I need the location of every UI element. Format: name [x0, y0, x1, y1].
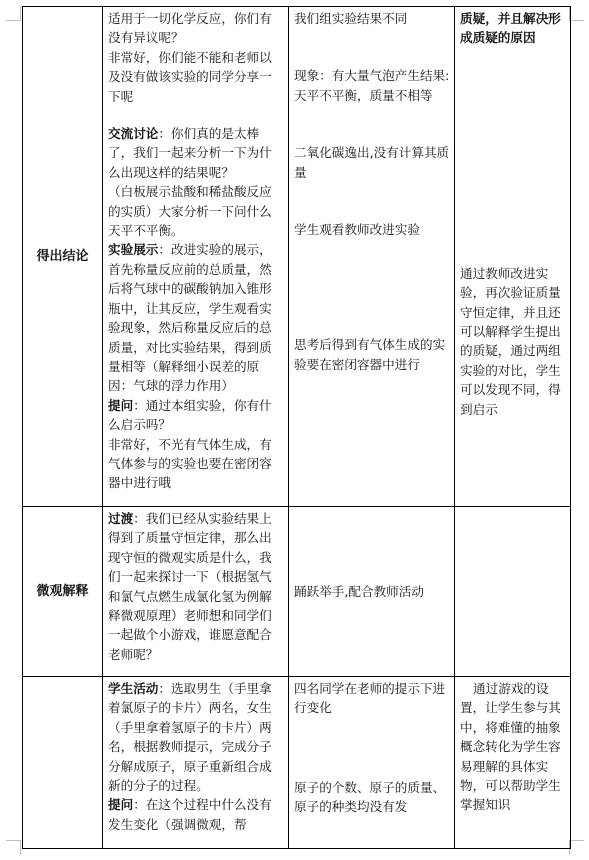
teacher-text: ：选取男生（手里拿着氯原子的卡片）两名，女生（手里拿着氢原子的卡片）两名，根据教师提示，完成分子分解成原子，原子重新组合成新的分子的过程。	[108, 681, 272, 794]
student-text: 现象：有大量气泡产生结果:天平不平衡，质量不相等	[294, 68, 450, 103]
ask-label: 提问	[108, 797, 134, 813]
table-row	[23, 7, 571, 507]
teacher-paragraph	[108, 679, 284, 795]
stage-cell	[23, 677, 103, 849]
stage-label: 得出结论	[36, 249, 89, 265]
teacher-text: 非常好，你们能不能和老师以及没有做该实验的同学分享一下呢	[108, 49, 272, 104]
page-corner-mark	[569, 6, 584, 21]
discussion-label: 交流讨论	[108, 126, 159, 142]
student-text: 学生观看教师改进实验	[294, 222, 420, 238]
teacher-text: ：改进实验的展示，首先称量反应前的总质量，然后将气球中的碳酸钠加入锥形瓶中，让其反应，学生观看实验现象，然后称量反应后的总质量，对比实验结果，得到质量相等（解释细小误差的原因：气球的浮力作用）	[108, 242, 272, 394]
teacher-paragraph	[108, 509, 284, 664]
teacher-text: ：我们已经从实验结果上得到了质量守恒定律，那么出现守恒的微观实质是什么，我们一起来探讨一下（根据氢气和氯气点燃生成氯化氢为例解释微观原理）老师想和同学们一起做个小游戏，谁愿意配合老师呢？	[108, 511, 272, 662]
intent-text: 通过游戏的设置，让学生参与其中，将难懂的抽象概念转化为学生容易理解的具体实物，可以帮助学生掌握知识	[460, 681, 561, 813]
page-corner-mark	[6, 6, 21, 21]
design-intent-cell	[455, 7, 571, 507]
student-activity-cell	[289, 7, 455, 507]
stage-label: 微观解释	[36, 584, 89, 600]
intent-text: 通过教师改进实验，再次验证质量守恒定律，并且还可以解释学生提出的质疑，通过两组实验的对比，学生可以发现不同，得到启示	[460, 265, 561, 417]
teacher-text: ：通过本组实验，你有什么启示吗？	[108, 397, 272, 433]
teacher-text: ：你们真的是太棒了，我们一起来分析一下为什么出现这样的结果呢？	[108, 126, 272, 180]
stage-cell	[23, 507, 103, 677]
teacher-text: 非常好，不光有气体生成，有气体参与的实验也要在密闭容器中进行哦	[108, 436, 272, 491]
teacher-activity-cell	[103, 507, 289, 677]
student-text: 二氧化碳逸出,没有计算其质量	[294, 145, 450, 180]
teacher-text: ：在这个过程中什么没有发生变化（强调微观，帮	[108, 797, 272, 832]
student-text: 思考后得到有气体生成的实验要在密闭容器中进行	[294, 337, 446, 372]
student-activity-cell	[289, 677, 455, 849]
teacher-text: 适用于一切化学反应，你们有没有异议呢？	[108, 11, 272, 46]
student-text: 我们组实验结果不同	[294, 11, 408, 26]
demo-label: 实验展示	[108, 242, 159, 258]
page-corner-mark	[569, 840, 584, 855]
design-intent-cell	[455, 507, 571, 677]
design-intent-cell	[455, 677, 571, 849]
teacher-activity-cell	[103, 7, 289, 507]
page-corner-mark	[6, 840, 21, 855]
table-row	[23, 507, 571, 677]
stage-cell	[23, 7, 103, 507]
activity-label: 学生活动	[108, 681, 159, 696]
teacher-text: （白板展示盐酸和稀盐酸反应的实质）大家分析一下问什么天平不平衡。	[108, 184, 272, 239]
student-text: 原子的个数、原子的质量、原子的种类均没有发	[294, 779, 446, 815]
teacher-paragraph	[108, 795, 284, 834]
student-text: 踊跃举手,配合教师活动	[294, 583, 424, 599]
lesson-plan-table	[22, 6, 571, 849]
student-activity-cell	[289, 507, 455, 677]
table-row	[23, 677, 571, 849]
teacher-paragraph	[108, 396, 284, 435]
transition-label: 过渡	[108, 511, 134, 526]
teacher-activity-cell	[103, 677, 289, 849]
teacher-paragraph	[108, 240, 284, 395]
intent-text: 质疑，并且解决形成质疑的原因	[460, 11, 561, 46]
student-text: 四名同学在老师的提示下进行变化	[294, 681, 446, 716]
teacher-paragraph	[108, 124, 284, 182]
ask-label: 提问	[108, 397, 134, 413]
